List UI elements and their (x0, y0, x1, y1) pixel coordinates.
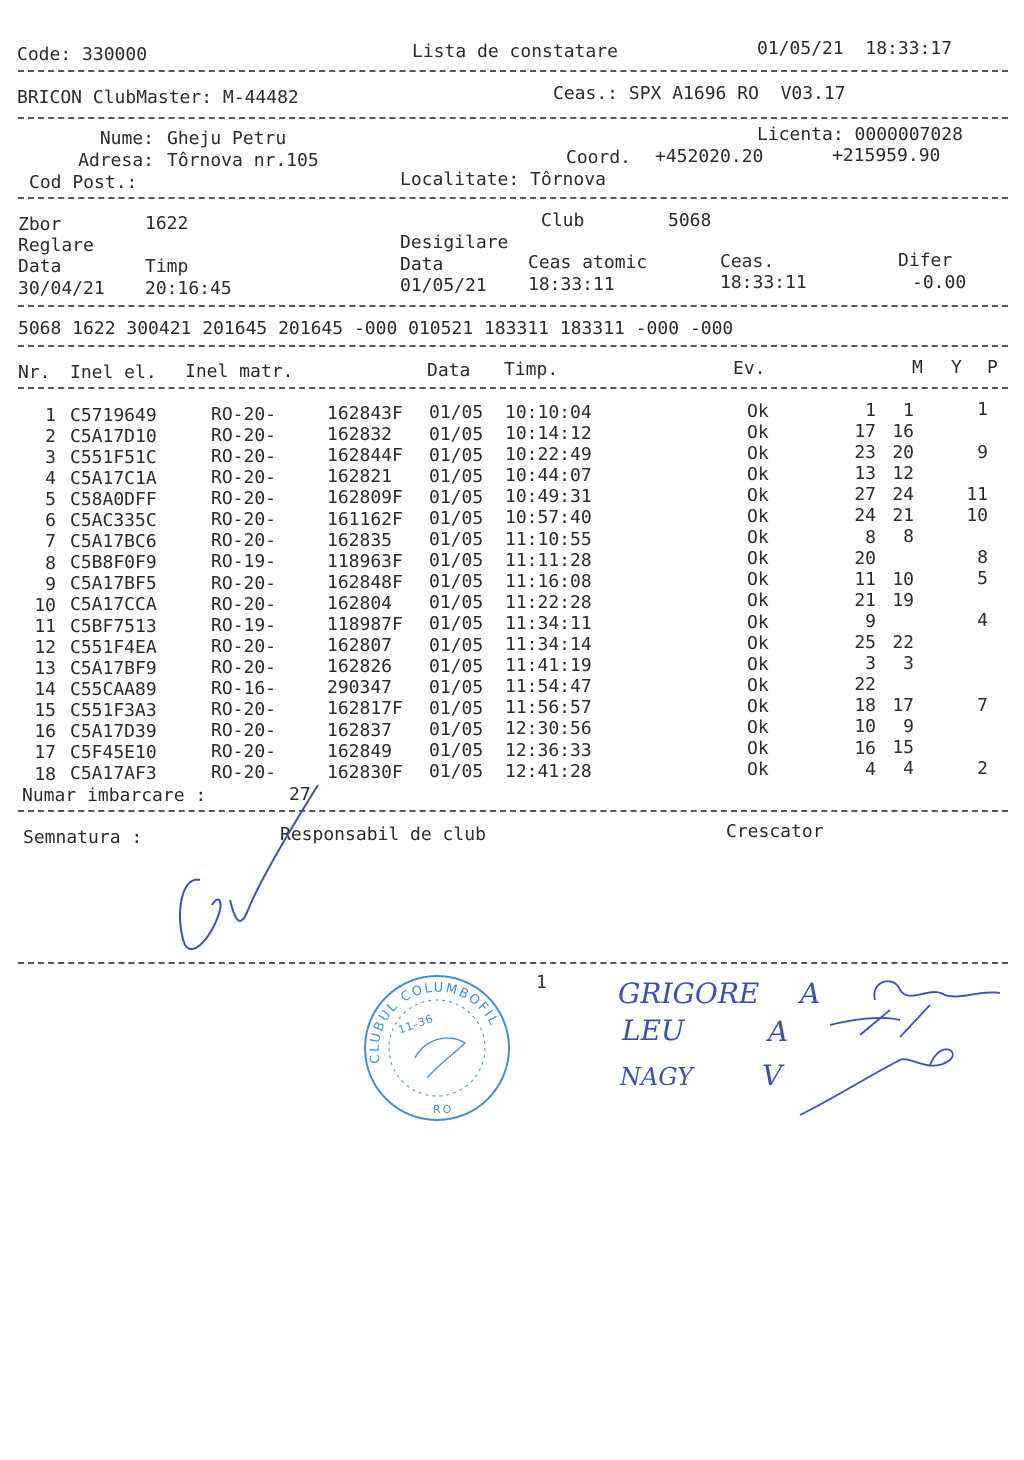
row-date: 01/05 (429, 697, 484, 719)
row-y: 22 (892, 631, 914, 653)
row-ev: Ok (747, 506, 769, 528)
row-ring-prefix: RO-20- (211, 741, 277, 763)
row-ring-prefix: RO-20- (211, 656, 277, 678)
row-inel-el: C5A17D39 (70, 721, 157, 743)
row-ev: Ok (747, 590, 769, 612)
row-y: 21 (892, 505, 914, 527)
row-ring-prefix: RO-20- (211, 403, 277, 425)
row-inel-matr: 162835 (327, 529, 393, 551)
col-p: P (987, 357, 998, 378)
row-ev: Ok (747, 611, 769, 633)
signature-stroke (830, 1005, 930, 1037)
zbor-value: 1622 (145, 213, 189, 234)
row-p: 9 (977, 441, 988, 463)
row-y: 12 (892, 463, 914, 485)
row-ring-prefix: RO-20- (211, 593, 277, 615)
row-p: 5 (977, 568, 988, 590)
row-m: 11 (854, 568, 876, 590)
row-time: 10:10:04 (505, 401, 592, 423)
row-inel-matr: 162843F (327, 403, 403, 425)
row-time: 11:56:57 (505, 697, 592, 719)
row-inel-el: C5A17AF3 (70, 763, 157, 785)
row-inel-matr: 162830F (327, 761, 403, 783)
committee-signatures (600, 965, 1010, 1125)
row-m: 21 (854, 589, 876, 611)
row-inel-matr: 162832 (327, 424, 393, 446)
row-inel-el: C551F51C (70, 446, 157, 468)
row-nr: 12 (34, 636, 56, 658)
row-nr: 9 (45, 573, 56, 595)
responsabil-label: Responsabil de club (280, 824, 486, 845)
row-date: 01/05 (429, 740, 484, 762)
ceas-label: Ceas. (720, 251, 775, 272)
postcode-label: Cod Post.: (29, 172, 138, 193)
row-inel-matr: 162817F (327, 698, 403, 720)
name-label: Nume: (99, 128, 154, 149)
row-inel-matr: 290347 (327, 677, 393, 699)
row-ring-prefix: RO-19- (211, 551, 277, 573)
row-date: 01/05 (429, 592, 484, 614)
row-y: 9 (903, 716, 914, 738)
code-line: 5068 1622 300421 201645 201645 -000 010521 183311 183311 -000 -000 (18, 318, 734, 339)
row-date: 01/05 (429, 550, 484, 572)
row-y: 17 (892, 695, 914, 717)
row-date: 01/05 (429, 529, 484, 551)
row-inel-matr: 162821 (327, 466, 393, 488)
difer-value: -0.00 (912, 272, 967, 293)
row-time: 12:30:56 (505, 718, 592, 740)
stamp-outer-ring (365, 976, 509, 1120)
row-ev: Ok (747, 548, 769, 570)
clock-time: 18:33:11 (720, 272, 807, 293)
desigilare-date: 01/05/21 (400, 275, 487, 296)
col-data: Data (427, 360, 471, 381)
col-m: M (912, 357, 923, 378)
row-y: 3 (903, 652, 914, 674)
stamp-center-text: 11-36 (396, 1011, 436, 1037)
row-ring-prefix: RO-20- (211, 720, 277, 742)
row-date: 01/05 (429, 761, 484, 783)
row-inel-matr: 162844F (327, 445, 403, 467)
row-ev: Ok (747, 717, 769, 739)
timp-label: Timp (145, 256, 189, 277)
address-label: Adresa: (78, 150, 154, 171)
handwritten-name: GRIGORE (618, 977, 760, 1010)
row-date: 01/05 (429, 486, 484, 508)
row-date: 01/05 (429, 465, 484, 487)
row-inel-el: C5BF7513 (70, 615, 157, 637)
reglare-date: 30/04/21 (18, 278, 105, 299)
row-nr: 3 (45, 447, 56, 469)
row-m: 10 (854, 716, 876, 738)
row-ring-prefix: RO-16- (211, 678, 277, 700)
separator (18, 962, 1008, 964)
row-ev: Ok (747, 484, 769, 506)
row-time: 10:14:12 (505, 423, 592, 445)
row-inel-el: C551F3A3 (70, 699, 157, 721)
code-label: Code: 330000 (17, 44, 148, 65)
club-master: BRICON ClubMaster: M-44482 (17, 87, 299, 108)
row-inel-matr: 162837 (327, 719, 393, 741)
row-time: 10:49:31 (505, 486, 592, 508)
row-nr: 17 (34, 742, 56, 764)
atomic-time: 18:33:11 (528, 274, 615, 295)
ceas-atomic-label: Ceas atomic (528, 252, 648, 273)
row-ring-prefix: RO-20- (211, 530, 277, 552)
row-ring-prefix: RO-19- (211, 614, 277, 636)
row-time: 11:11:28 (505, 549, 592, 571)
row-date: 01/05 (429, 402, 484, 424)
crescator-label: Crescator (726, 821, 824, 842)
row-ev: Ok (747, 442, 769, 464)
row-date: 01/05 (429, 507, 484, 529)
row-inel-matr: 118963F (327, 550, 403, 572)
row-ring-prefix: RO-20- (211, 488, 277, 510)
row-ev: Ok (747, 632, 769, 654)
document-datetime: 01/05/21 18:33:17 (757, 38, 953, 59)
row-p: 10 (966, 504, 988, 526)
address-value: Tôrnova nr.105 (167, 150, 319, 171)
row-inel-matr: 162804 (327, 592, 393, 614)
col-nr: Nr. (18, 362, 51, 383)
row-nr: 16 (34, 721, 56, 743)
reglare-label: Reglare (18, 235, 94, 256)
separator (18, 387, 1008, 389)
row-ev: Ok (747, 421, 769, 443)
row-date: 01/05 (429, 423, 484, 445)
handwritten-name: NAGY (620, 1063, 693, 1091)
row-ring-prefix: RO-20- (211, 635, 277, 657)
row-m: 3 (865, 653, 876, 675)
difer-label: Difer (898, 250, 953, 271)
row-ev: Ok (747, 569, 769, 591)
row-inel-el: C5B8F0F9 (70, 552, 157, 574)
numar-imbarcare-label: Numar imbarcare : (22, 785, 207, 806)
row-inel-el: C58A0DFF (70, 488, 157, 510)
row-y: 8 (903, 526, 914, 548)
row-inel-matr: 162849 (327, 740, 393, 762)
license: Licenta: 0000007028 (757, 124, 963, 145)
coord-label: Coord. (566, 147, 632, 168)
separator (18, 197, 1008, 199)
row-time: 10:57:40 (505, 507, 592, 529)
document-title: Lista de constatare (412, 41, 618, 62)
row-ring-prefix: RO-20- (211, 424, 277, 446)
semnatura-label: Semnatura : (23, 827, 143, 848)
row-time: 11:16:08 (505, 570, 592, 592)
stamp-bottom-text: RO (433, 1103, 454, 1116)
row-inel-matr: 162848F (327, 571, 403, 593)
row-p: 2 (977, 758, 988, 779)
row-p: 8 (977, 547, 988, 568)
handwritten-mark: A (768, 1015, 789, 1048)
stamp-ring-text: CLUBUL COLUMBOFIL (367, 980, 502, 1065)
row-ev: Ok (747, 738, 769, 760)
row-m: 23 (854, 442, 876, 464)
row-date: 01/05 (429, 634, 484, 656)
locality: Localitate: Tôrnova (400, 169, 606, 190)
row-inel-el: C5F45E10 (70, 742, 157, 764)
row-m: 13 (854, 463, 876, 485)
row-inel-el: C5A17BF9 (70, 657, 157, 679)
row-ev: Ok (747, 653, 769, 675)
row-nr: 4 (45, 468, 56, 490)
row-inel-matr: 162807 (327, 635, 393, 657)
separator (18, 117, 1008, 119)
row-date: 01/05 (429, 571, 484, 593)
club-signature (160, 780, 330, 960)
row-ev: Ok (747, 463, 769, 485)
col-y: Y (951, 357, 962, 378)
name-value: Gheju Petru (167, 128, 287, 149)
row-time: 11:34:14 (505, 634, 592, 656)
row-inel-el: C551F4EA (70, 636, 157, 658)
row-ev: Ok (747, 527, 769, 549)
row-ring-prefix: RO-20- (211, 699, 277, 721)
row-time: 12:41:28 (505, 760, 592, 782)
separator (18, 305, 1008, 307)
col-ev: Ev. (733, 358, 766, 379)
row-nr: 5 (45, 489, 56, 511)
numar-imbarcare-value: 27 (289, 784, 311, 805)
row-nr: 2 (45, 425, 56, 447)
zbor-label: Zbor (18, 214, 62, 235)
col-inel-el: Inel el. (70, 362, 157, 383)
row-inel-el: C5A17BF5 (70, 573, 157, 595)
col-inel-matr: Inel matr. (185, 361, 294, 382)
row-inel-matr: 162809F (327, 487, 403, 509)
row-y: 4 (903, 758, 914, 780)
row-y: 16 (892, 420, 914, 442)
row-inel-el: C5A17C1A (70, 467, 157, 489)
row-inel-el: C5A17BC6 (70, 531, 157, 553)
row-time: 11:22:28 (505, 591, 592, 613)
row-nr: 8 (45, 552, 56, 574)
club-stamp (355, 968, 515, 1128)
row-m: 1 (865, 399, 876, 421)
row-p: 1 (977, 399, 988, 421)
row-p: 4 (977, 610, 988, 632)
row-time: 11:41:19 (505, 655, 592, 677)
row-time: 11:10:55 (505, 528, 592, 550)
row-date: 01/05 (429, 655, 484, 677)
row-date: 01/05 (429, 444, 484, 466)
row-nr: 15 (34, 700, 56, 722)
row-nr: 11 (34, 615, 56, 637)
row-nr: 18 (34, 763, 56, 785)
row-inel-matr: 162826 (327, 656, 393, 678)
handwritten-mark: A (800, 977, 821, 1010)
signature-stroke (874, 981, 1000, 1000)
stamp-inner-ring (389, 1000, 485, 1096)
row-m: 18 (854, 695, 876, 717)
row-inel-el: C5A17D10 (70, 425, 157, 447)
row-nr: 6 (45, 510, 56, 532)
clock-info: Ceas.: SPX A1696 RO V03.17 (553, 83, 846, 104)
row-time: 10:22:49 (505, 444, 592, 466)
row-y: 1 (903, 399, 914, 421)
dove-icon (415, 1038, 465, 1078)
club-value: 5068 (668, 210, 712, 231)
row-date: 01/05 (429, 613, 484, 635)
row-p: 7 (977, 694, 988, 716)
row-p: 11 (966, 483, 988, 505)
row-nr: 14 (34, 679, 56, 701)
handwritten-name: LEU (622, 1014, 685, 1047)
row-y: 24 (892, 484, 914, 506)
row-y: 15 (892, 737, 914, 759)
row-inel-el: C5AC335C (70, 510, 157, 532)
coord-lat: +452020.20 (655, 146, 764, 167)
row-ring-prefix: RO-20- (211, 762, 277, 784)
row-date: 01/05 (429, 676, 484, 698)
row-m: 4 (865, 758, 876, 780)
desigilare-label: Desigilare (400, 232, 509, 253)
row-time: 11:34:11 (505, 612, 592, 634)
row-time: 12:36:33 (505, 739, 592, 761)
col-timp: Timp. (504, 359, 559, 380)
row-ev: Ok (747, 759, 769, 781)
data2-label: Data (400, 254, 444, 275)
row-ring-prefix: RO-20- (211, 509, 277, 531)
separator (18, 70, 1008, 72)
row-ev: Ok (747, 400, 769, 422)
data-label: Data (18, 256, 62, 277)
row-nr: 13 (34, 658, 56, 680)
row-m: 17 (854, 421, 876, 443)
row-m: 9 (865, 610, 876, 632)
row-ev: Ok (747, 674, 769, 696)
row-m: 24 (854, 505, 876, 527)
row-ev: Ok (747, 695, 769, 717)
row-y: 10 (892, 568, 914, 590)
row-nr: 1 (45, 404, 56, 426)
row-ring-prefix: RO-20- (211, 572, 277, 594)
coord-lon: +215959.90 (832, 145, 941, 166)
club-label: Club (541, 210, 585, 231)
row-m: 22 (854, 674, 876, 696)
separator (18, 345, 1008, 347)
row-nr: 7 (45, 531, 56, 553)
row-inel-el: C5A17CCA (70, 594, 157, 616)
signature-stroke (800, 1049, 953, 1115)
row-y: 19 (892, 589, 914, 611)
row-m: 20 (854, 547, 876, 569)
row-inel-el: C55CAA89 (70, 678, 157, 700)
row-m: 16 (854, 737, 876, 759)
row-m: 25 (854, 632, 876, 654)
row-time: 10:44:07 (505, 465, 592, 487)
row-m: 8 (865, 526, 876, 548)
reglare-time: 20:16:45 (145, 278, 232, 299)
row-m: 27 (854, 484, 876, 506)
row-time: 11:54:47 (505, 676, 592, 698)
page-number: 1 (536, 972, 547, 993)
row-inel-el: C5719649 (70, 404, 157, 426)
row-ring-prefix: RO-20- (211, 445, 277, 467)
row-nr: 10 (34, 594, 56, 616)
row-inel-matr: 161162F (327, 508, 403, 530)
handwritten-mark: V (762, 1059, 783, 1092)
row-date: 01/05 (429, 718, 484, 740)
row-inel-matr: 118987F (327, 614, 403, 636)
row-ring-prefix: RO-20- (211, 467, 277, 489)
row-y: 20 (892, 441, 914, 463)
